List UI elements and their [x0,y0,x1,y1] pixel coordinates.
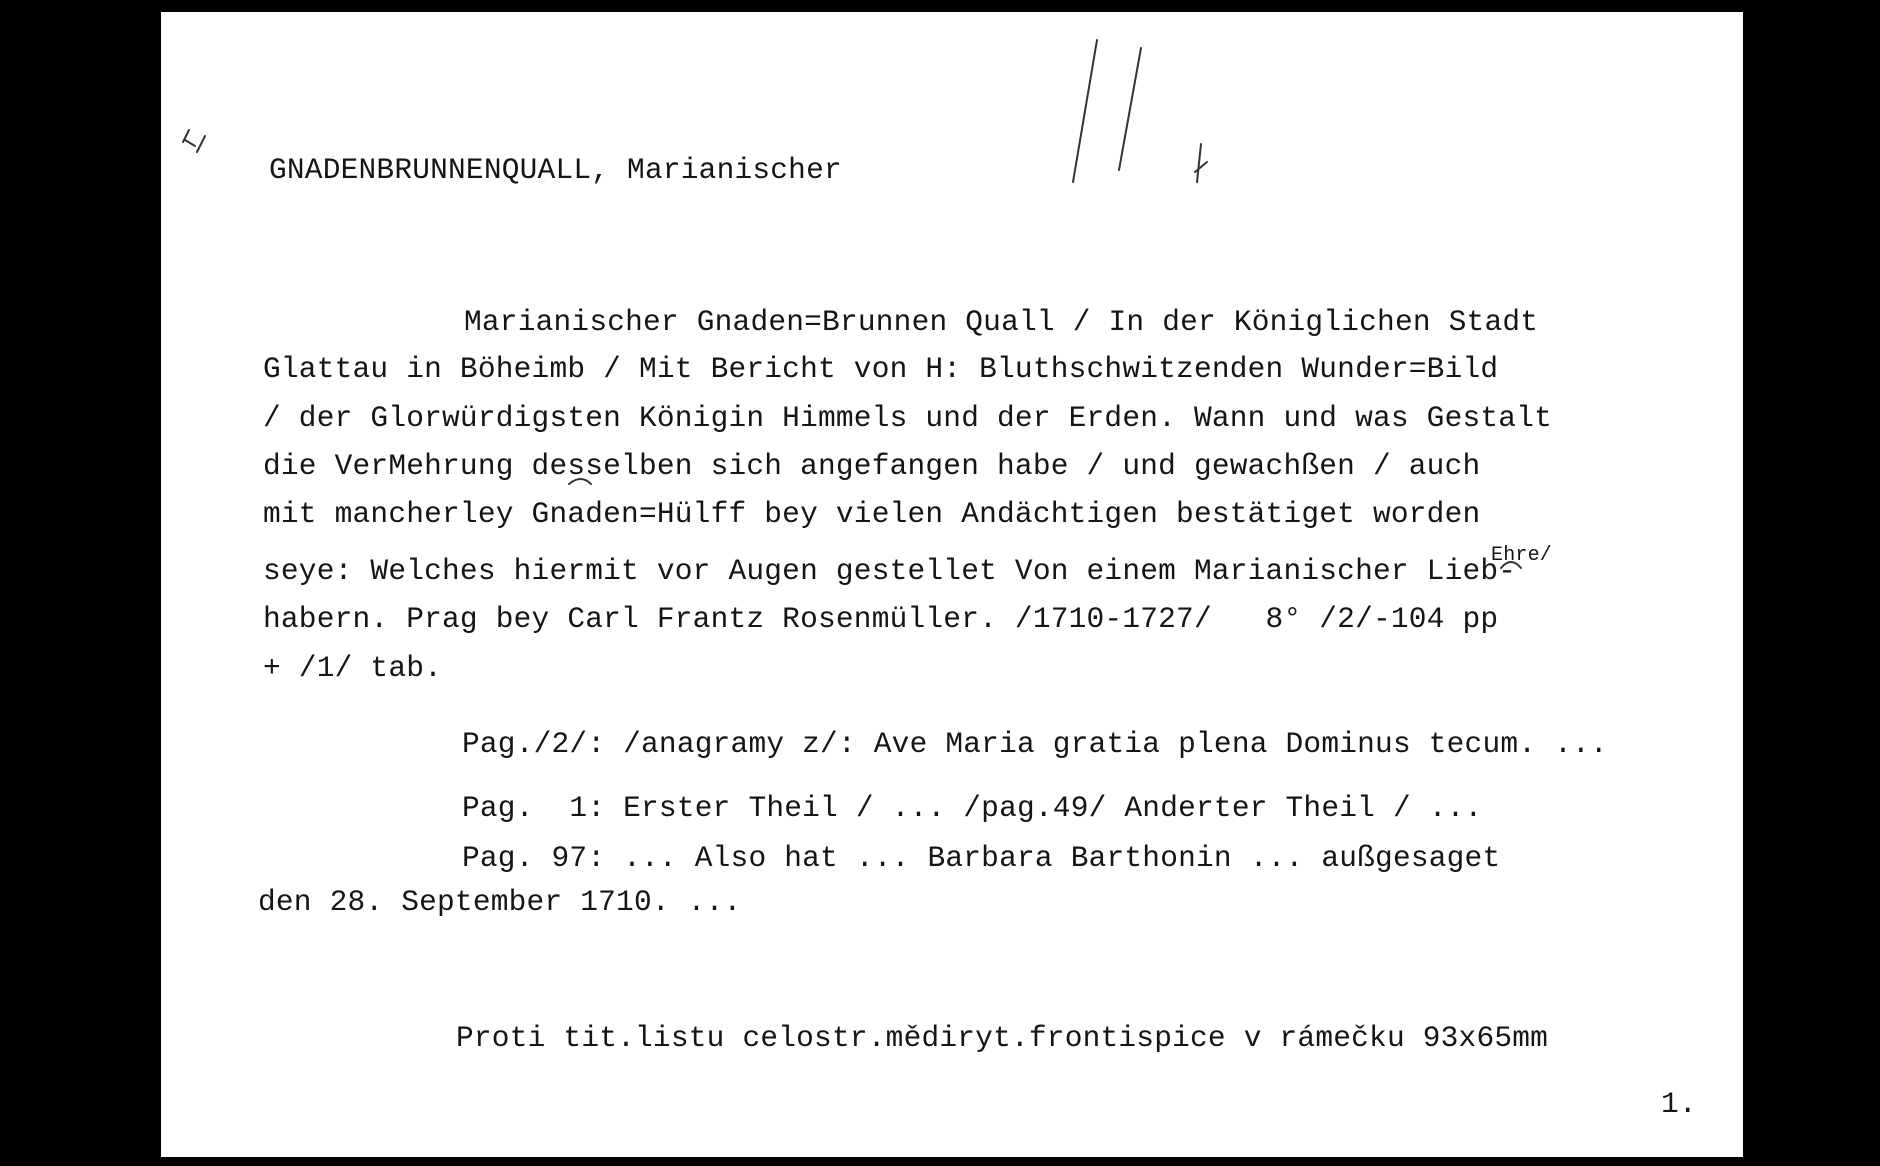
card-heading: GNADENBRUNNENQUALL, Marianischer [269,153,842,187]
description-line-3: / der Glorwürdigsten Königin Himmels und der Erden. Wann und was Gestalt [263,401,1553,435]
margin-stroke-3 [1195,144,1207,182]
description-line-8: + /1/ tab. [263,651,443,685]
catalog-card [161,12,1743,1157]
note-line-2: Pag. 1: Erster Theil / ... /pag.49/ Anderter Theil / ... [462,791,1483,825]
corner-pencil-mark [183,130,205,152]
description-line-5: mit mancherley Gnaden=Hülff bey vielen Andächtigen bestätiget worden [263,497,1481,531]
margin-stroke-2 [1119,48,1141,170]
plate-note: Proti tit.listu celostr.mědiryt.frontispice v rámečku 93x65mm [456,1021,1549,1055]
card-number: 1. [1661,1087,1697,1121]
description-line-1: Marianischer Gnaden=Brunnen Quall / In der Königlichen Stadt [464,305,1539,339]
note-line-4: den 28. September 1710. ... [258,885,742,919]
description-line-7: habern. Prag bey Carl Frantz Rosenmüller. /1710-1727/ 8° /2/-104 pp [263,602,1499,636]
description-line-4: die VerMehrung desselben sich angefangen habe / und gewachßen / auch [263,449,1481,483]
note-line-1: Pag./2/: /anagramy z/: Ave Maria gratia plena Dominus tecum. ... [462,727,1608,761]
note-line-3: Pag. 97: ... Also hat ... Barbara Barthonin ... außgesaget [462,841,1501,875]
interlinear-correction: Ehre/ [1491,544,1553,567]
margin-stroke-1 [1073,40,1097,182]
description-line-6: seye: Welches hiermit vor Augen gestellet Von einem Marianischer Lieb- [263,554,1517,588]
description-line-2: Glattau in Böheimb / Mit Bericht von H: Bluthschwitzenden Wunder=Bild [263,352,1499,386]
